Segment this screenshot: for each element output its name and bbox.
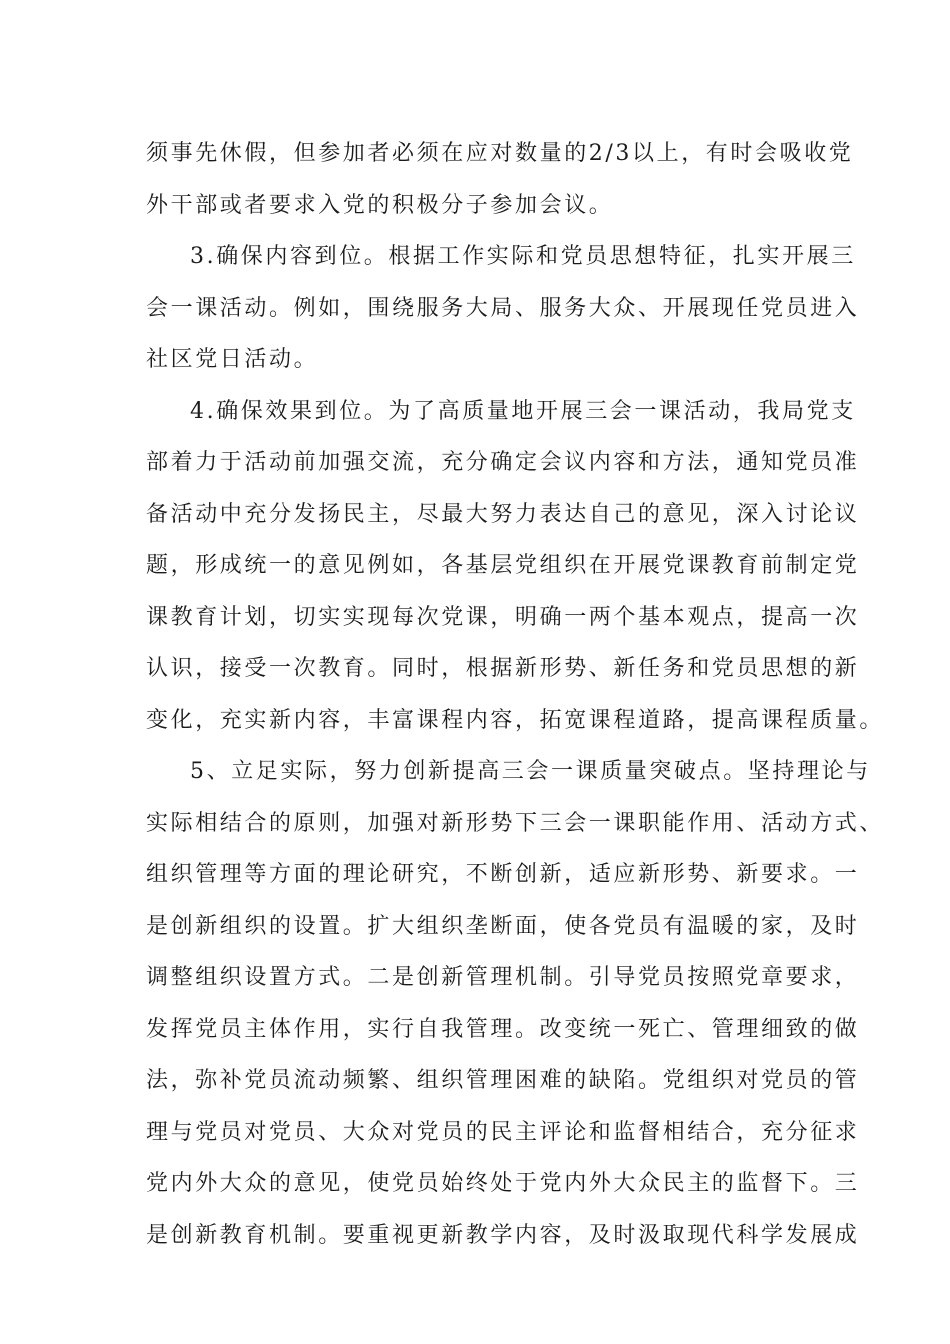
text-line: 课教育计划，切实实现每次党课，明确一两个基本观点，提高一次: [146, 604, 860, 630]
text-line: 备活动中充分发扬民主，尽最大努力表达自己的意见，深入讨论议: [146, 501, 860, 527]
text-line: 实际相结合的原则，加强对新形势下三会一课职能作用、活动方式、: [146, 810, 885, 836]
text-line: 组织管理等方面的理论研究，不断创新，适应新形势、新要求。一: [146, 862, 860, 887]
text-line: 变化，充实新内容，丰富课程内容，拓宽课程道路，提高课程质量。: [146, 707, 885, 733]
document-body: [146, 128, 885, 1261]
text-line: 是创新教育机制。要重视更新教学内容，及时汲取现代科学发展成: [146, 1222, 860, 1248]
text-line: 部着力于活动前加强交流，充分确定会议内容和方法，通知党员准: [146, 450, 860, 475]
text-line: 5、立足实际，努力创新提高三会一课质量突破点。坚持理论与: [190, 759, 871, 784]
text-line: 发挥党员主体作用，实行自我管理。改变统一死亡、管理细致的做: [146, 1016, 860, 1042]
text-line: 认识，接受一次教育。同时，根据新形势、新任务和党员思想的新: [146, 656, 860, 681]
text-line: 理与党员对党员、大众对党员的民主评论和监督相结合，充分征求: [146, 1119, 860, 1145]
text-line: 题，形成统一的意见例如，各基层党组织在开展党课教育前制定党: [146, 553, 860, 578]
text-line: 会一课活动。例如，围绕服务大局、服务大众、开展现任党员进入: [146, 295, 860, 321]
text-line: 调整组织设置方式。二是创新管理机制。引导党员按照党章要求，: [146, 965, 860, 990]
text-line: 党内外大众的意见，使党员始终处于党内外大众民主的监督下。三: [146, 1171, 860, 1196]
text-line: 社区党日活动。: [146, 347, 319, 372]
text-line: 是创新组织的设置。扩大组织垄断面，使各党员有温暖的家，及时: [146, 913, 860, 939]
text-line: 3.确保内容到位。根据工作实际和党员思想特征，扎实开展三: [190, 244, 856, 269]
text-line: 4.确保效果到位。为了高质量地开展三会一课活动，我局党支: [190, 398, 856, 424]
text-line: 外干部或者要求入党的积极分子参加会议。: [146, 192, 614, 218]
text-line: 法，弥补党员流动频繁、组织管理困难的缺陷。党组织对党员的管: [146, 1068, 860, 1093]
text-line: 须事先休假，但参加者必须在应对数量的2/3以上，有时会吸收党: [146, 141, 854, 166]
